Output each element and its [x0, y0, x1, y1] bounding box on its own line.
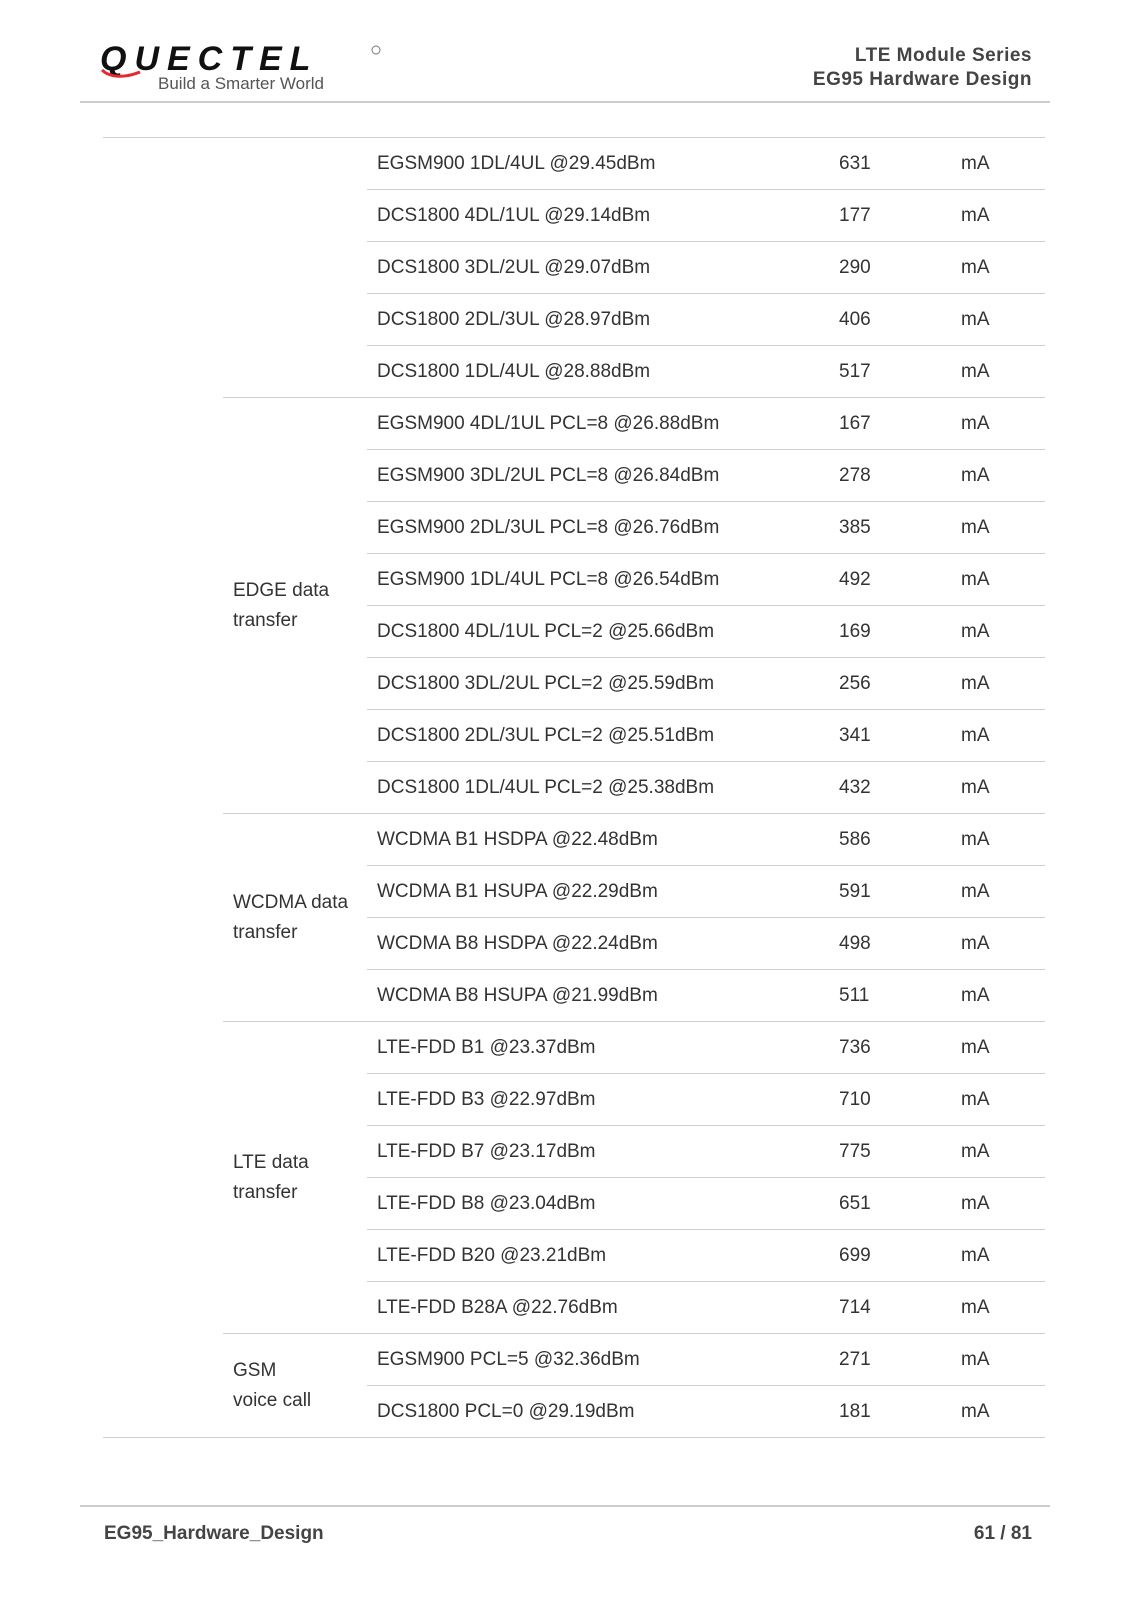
- header-divider: [80, 101, 1050, 103]
- value-cell: 714: [829, 1282, 951, 1334]
- condition-cell: DCS1800 2DL/3UL @28.97dBm: [367, 294, 829, 346]
- condition-cell: DCS1800 2DL/3UL PCL=2 @25.51dBm: [367, 710, 829, 762]
- group-label-cell: [223, 814, 367, 1022]
- current-table: [103, 137, 1045, 1438]
- condition-cell: EGSM900 PCL=5 @32.36dBm: [367, 1334, 829, 1386]
- value-cell: 511: [829, 970, 951, 1022]
- group-label-line: LTE data: [233, 1151, 309, 1173]
- unit-cell: mA: [951, 866, 1045, 918]
- unit-cell: mA: [951, 1282, 1045, 1334]
- unit-cell: mA: [951, 294, 1045, 346]
- unit-cell: mA: [951, 1178, 1045, 1230]
- blank-cell: [103, 814, 223, 866]
- unit-cell: mA: [951, 918, 1045, 970]
- condition-cell: DCS1800 PCL=0 @29.19dBm: [367, 1386, 829, 1438]
- condition-cell: WCDMA B8 HSDPA @22.24dBm: [367, 918, 829, 970]
- unit-cell: mA: [951, 970, 1045, 1022]
- group-label-line: voice call: [233, 1389, 312, 1411]
- blank-cell: [103, 450, 223, 502]
- condition-cell: WCDMA B8 HSUPA @21.99dBm: [367, 970, 829, 1022]
- blank-cell: [103, 502, 223, 554]
- blank-cell: [103, 346, 223, 398]
- value-cell: 256: [829, 658, 951, 710]
- registered-mark-icon: [372, 46, 380, 54]
- unit-cell: mA: [951, 762, 1045, 814]
- condition-cell: LTE-FDD B28A @22.76dBm: [367, 1282, 829, 1334]
- value-cell: 631: [829, 138, 951, 190]
- blank-cell: [103, 242, 223, 294]
- page-header: [0, 0, 1132, 110]
- blank-cell: [103, 866, 223, 918]
- condition-cell: DCS1800 4DL/1UL @29.14dBm: [367, 190, 829, 242]
- value-cell: 651: [829, 1178, 951, 1230]
- unit-cell: mA: [951, 710, 1045, 762]
- logo-tagline: Build a Smarter World: [158, 74, 324, 93]
- blank-cell: [103, 710, 223, 762]
- value-cell: 498: [829, 918, 951, 970]
- group-cell-continued: [223, 138, 367, 398]
- condition-cell: EGSM900 4DL/1UL PCL=8 @26.88dBm: [367, 398, 829, 450]
- value-cell: 492: [829, 554, 951, 606]
- blank-cell: [103, 606, 223, 658]
- blank-cell: [103, 190, 223, 242]
- group-label-cell: [223, 1334, 367, 1438]
- condition-cell: LTE-FDD B20 @23.21dBm: [367, 1230, 829, 1282]
- table-row: [103, 1334, 1045, 1386]
- unit-cell: mA: [951, 502, 1045, 554]
- value-cell: 591: [829, 866, 951, 918]
- value-cell: 271: [829, 1334, 951, 1386]
- condition-cell: LTE-FDD B3 @22.97dBm: [367, 1074, 829, 1126]
- unit-cell: mA: [951, 242, 1045, 294]
- unit-cell: mA: [951, 606, 1045, 658]
- value-cell: 736: [829, 1022, 951, 1074]
- group-label-line: WCDMA data: [233, 891, 349, 913]
- condition-cell: WCDMA B1 HSUPA @22.29dBm: [367, 866, 829, 918]
- condition-cell: EGSM900 2DL/3UL PCL=8 @26.76dBm: [367, 502, 829, 554]
- blank-cell: [103, 1230, 223, 1282]
- condition-cell: DCS1800 1DL/4UL @28.88dBm: [367, 346, 829, 398]
- condition-cell: LTE-FDD B7 @23.17dBm: [367, 1126, 829, 1178]
- condition-cell: DCS1800 1DL/4UL PCL=2 @25.38dBm: [367, 762, 829, 814]
- value-cell: 290: [829, 242, 951, 294]
- blank-cell: [103, 554, 223, 606]
- blank-cell: [103, 970, 223, 1022]
- unit-cell: mA: [951, 658, 1045, 710]
- value-cell: 432: [829, 762, 951, 814]
- blank-cell: [103, 658, 223, 710]
- footer-divider: [80, 1505, 1050, 1507]
- current-consumption-table: [103, 137, 1045, 1438]
- value-cell: 517: [829, 346, 951, 398]
- blank-cell: [103, 294, 223, 346]
- value-cell: 586: [829, 814, 951, 866]
- value-cell: 278: [829, 450, 951, 502]
- value-cell: 169: [829, 606, 951, 658]
- group-label-line: EDGE data: [233, 579, 330, 601]
- unit-cell: mA: [951, 398, 1045, 450]
- unit-cell: mA: [951, 1126, 1045, 1178]
- group-label-line: transfer: [233, 921, 298, 943]
- quectel-logo-wordmark: QUECTEL: [100, 40, 319, 78]
- blank-cell: [103, 1386, 223, 1438]
- unit-cell: mA: [951, 1022, 1045, 1074]
- value-cell: 385: [829, 502, 951, 554]
- condition-cell: EGSM900 3DL/2UL PCL=8 @26.84dBm: [367, 450, 829, 502]
- series-title-line: LTE Module Series: [854, 45, 1032, 66]
- unit-cell: mA: [951, 450, 1045, 502]
- unit-cell: mA: [951, 190, 1045, 242]
- table-row: [103, 814, 1045, 866]
- condition-cell: LTE-FDD B8 @23.04dBm: [367, 1178, 829, 1230]
- blank-cell: [103, 1282, 223, 1334]
- value-cell: 710: [829, 1074, 951, 1126]
- unit-cell: mA: [951, 1230, 1045, 1282]
- blank-cell: [103, 918, 223, 970]
- unit-cell: mA: [951, 1334, 1045, 1386]
- group-label-cell: [223, 398, 367, 814]
- table-row: [103, 1022, 1045, 1074]
- unit-cell: mA: [951, 1386, 1045, 1438]
- table-row: [103, 138, 1045, 190]
- blank-cell: [103, 1126, 223, 1178]
- condition-cell: LTE-FDD B1 @23.37dBm: [367, 1022, 829, 1074]
- table-row: [103, 398, 1045, 450]
- blank-cell: [103, 1178, 223, 1230]
- condition-cell: DCS1800 3DL/2UL PCL=2 @25.59dBm: [367, 658, 829, 710]
- value-cell: 167: [829, 398, 951, 450]
- blank-cell: [103, 1334, 223, 1386]
- design-title-line: EG95 Hardware Design: [812, 69, 1032, 90]
- condition-cell: WCDMA B1 HSDPA @22.48dBm: [367, 814, 829, 866]
- blank-cell: [103, 762, 223, 814]
- blank-cell: [103, 1074, 223, 1126]
- blank-cell: [103, 1022, 223, 1074]
- group-label-line: GSM: [233, 1359, 277, 1381]
- value-cell: 177: [829, 190, 951, 242]
- group-label-line: transfer: [233, 1181, 298, 1203]
- group-label-cell: [223, 1022, 367, 1334]
- value-cell: 181: [829, 1386, 951, 1438]
- value-cell: 341: [829, 710, 951, 762]
- document-series-title: [813, 44, 1032, 92]
- blank-cell: [103, 138, 223, 190]
- unit-cell: mA: [951, 1074, 1045, 1126]
- value-cell: 406: [829, 294, 951, 346]
- unit-cell: mA: [951, 554, 1045, 606]
- value-cell: 775: [829, 1126, 951, 1178]
- value-cell: 699: [829, 1230, 951, 1282]
- condition-cell: EGSM900 1DL/4UL PCL=8 @26.54dBm: [367, 554, 829, 606]
- footer-document-name: EG95_Hardware_Design: [104, 1523, 324, 1544]
- condition-cell: DCS1800 4DL/1UL PCL=2 @25.66dBm: [367, 606, 829, 658]
- unit-cell: mA: [951, 814, 1045, 866]
- unit-cell: mA: [951, 138, 1045, 190]
- quectel-logo: [100, 40, 390, 98]
- unit-cell: mA: [951, 346, 1045, 398]
- blank-cell: [103, 398, 223, 450]
- condition-cell: DCS1800 3DL/2UL @29.07dBm: [367, 242, 829, 294]
- group-label-line: transfer: [233, 609, 298, 631]
- footer-page-number: 61 / 81: [973, 1523, 1032, 1544]
- condition-cell: EGSM900 1DL/4UL @29.45dBm: [367, 138, 829, 190]
